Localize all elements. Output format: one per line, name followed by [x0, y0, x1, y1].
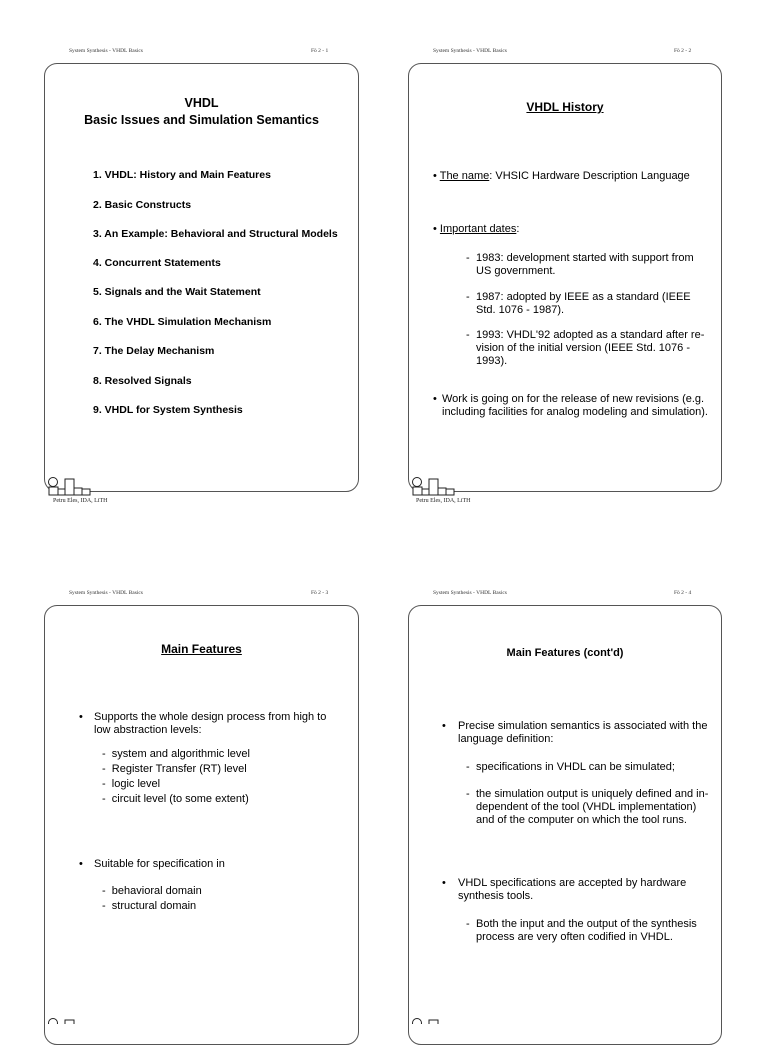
sub-line: process are very often codified in VHDL. [476, 931, 673, 943]
bullet-dot: • [442, 877, 446, 889]
sub-bullet-dash: - [466, 291, 470, 303]
bullet-line: synthesis tools. [458, 890, 534, 902]
page-footer-author: Petru Eles, IDA, LiTH [53, 498, 108, 504]
bullet-line: Precise simulation semantics is associated with the [458, 720, 708, 732]
slide-title: Main Features [161, 642, 242, 656]
bullet-item: Suitable for specification in [94, 858, 225, 870]
slide-title: VHDL History [526, 100, 604, 114]
sub-item [102, 748, 250, 763]
slide-title: VHDL [184, 96, 219, 110]
page-header-course: System Synthesis - VHDL Basics [69, 48, 143, 54]
toc-item: 5. Signals and the Wait Statement [93, 286, 261, 298]
bullet-item [442, 393, 708, 419]
sub-item [102, 778, 250, 793]
bullet-item [433, 170, 690, 183]
bullet-text: : VHSIC Hardware Description Language [489, 170, 690, 182]
sub-bullet-dash: - [466, 761, 470, 773]
bullet-dot: • [433, 170, 437, 182]
date-item [476, 291, 691, 317]
bullet-item [458, 877, 686, 903]
page-header-slide-number: Fö 2 - 2 [674, 48, 692, 54]
sub-item-text: system and algorithmic level [111, 748, 250, 760]
date-item [476, 252, 694, 278]
page-header-slide-number: Fö 2 - 1 [311, 48, 329, 54]
page-header-slide-number: Fö 2 - 3 [311, 590, 329, 596]
date-line: 1987: adopted by IEEE as a standard (IEEE [476, 291, 691, 303]
page-footer-author: Petru Eles, IDA, LiTH [416, 498, 471, 504]
bullet-line: low abstraction levels: [94, 724, 202, 736]
toc-item: 9. VHDL for System Synthesis [93, 404, 243, 416]
page-header-course: System Synthesis - VHDL Basics [433, 590, 507, 596]
bullet-item [94, 711, 326, 737]
sub-item [476, 788, 708, 827]
sub-bullet-dash: - [102, 793, 106, 805]
sub-item-text: circuit level (to some extent) [111, 793, 249, 805]
slide-subtitle: Basic Issues and Simulation Semantics [84, 113, 319, 127]
bullet-dot: • [79, 711, 83, 723]
toc-item: 8. Resolved Signals [93, 375, 192, 387]
slide-4 [408, 605, 722, 1045]
university-logo-icon [45, 1017, 93, 1024]
bullet-dot: • [79, 858, 83, 870]
date-line: 1983: development started with support from [476, 252, 694, 264]
page-header-course: System Synthesis - VHDL Basics [433, 48, 507, 54]
sub-bullet-dash: - [102, 900, 106, 912]
sub-item [476, 918, 697, 944]
university-logo-icon [409, 476, 457, 496]
sub-line: Both the input and the output of the synthesis [476, 918, 697, 930]
sub-line: dependent of the tool (VHDL implementation) [476, 801, 697, 813]
date-item [476, 329, 704, 368]
sub-item-text: logic level [111, 778, 161, 790]
sub-item-text: behavioral domain [111, 885, 202, 897]
sub-item [102, 793, 250, 808]
date-line: 1993: VHDL'92 adopted as a standard after re- [476, 329, 705, 341]
bullet-item [433, 223, 519, 236]
bullet-label: The name [439, 170, 490, 182]
sub-item [102, 763, 250, 778]
sub-bullet-dash: - [466, 252, 470, 264]
date-line: US government. [476, 265, 556, 277]
bullet-dot: • [433, 223, 437, 235]
bullet-item [458, 720, 707, 746]
bullet-line: Work is going on for the release of new revisions (e.g. [442, 393, 705, 405]
slide-2 [408, 63, 722, 492]
bullet-label: Important dates [439, 223, 517, 235]
bullet-line: language definition: [458, 733, 554, 745]
sub-line: and of the computer on which the tool runs. [476, 814, 687, 826]
toc-item: 7. The Delay Mechanism [93, 345, 215, 357]
sub-bullet-dash: - [102, 778, 106, 790]
toc-item: 4. Concurrent Statements [93, 257, 221, 269]
date-line: vision of the initial version (IEEE Std. 1076 - [476, 342, 690, 354]
sub-item: specifications in VHDL can be simulated; [476, 761, 675, 773]
sub-list [102, 885, 202, 915]
sub-item-text: Register Transfer (RT) level [111, 763, 247, 775]
toc-item: 6. The VHDL Simulation Mechanism [93, 316, 272, 328]
date-line: 1993). [476, 355, 508, 367]
sub-bullet-dash: - [466, 788, 470, 800]
bullet-text: : [516, 223, 520, 235]
sub-bullet-dash: - [102, 763, 106, 775]
university-logo-icon [409, 1017, 457, 1024]
sub-bullet-dash: - [102, 885, 106, 897]
bullet-dot: • [442, 720, 446, 732]
sub-line: the simulation output is uniquely defined and in- [476, 788, 709, 800]
toc-item: 1. VHDL: History and Main Features [93, 169, 271, 181]
sub-item [102, 885, 202, 900]
toc-item: 3. An Example: Behavioral and Structural Models [93, 228, 338, 240]
bullet-line: including facilities for analog modeling and simulation). [442, 406, 708, 418]
bullet-line: VHDL specifications are accepted by hardware [458, 877, 687, 889]
sub-list [102, 748, 250, 808]
slide-1 [44, 63, 359, 492]
toc-item: 2. Basic Constructs [93, 199, 192, 211]
sub-bullet-dash: - [102, 748, 106, 760]
date-line: Std. 1076 - 1987). [476, 304, 565, 316]
page-header-slide-number: Fö 2 - 4 [674, 590, 692, 596]
bullet-line: Supports the whole design process from high to [94, 711, 327, 723]
sub-item-text: structural domain [111, 900, 197, 912]
slide-3 [44, 605, 359, 1045]
slide-title: Main Features (cont'd) [506, 647, 624, 659]
university-logo-icon [45, 476, 93, 496]
page-header-course: System Synthesis - VHDL Basics [69, 590, 143, 596]
sub-bullet-dash: - [466, 329, 470, 341]
sub-bullet-dash: - [466, 918, 470, 930]
bullet-dot: • [433, 393, 437, 405]
sub-item [102, 900, 202, 915]
